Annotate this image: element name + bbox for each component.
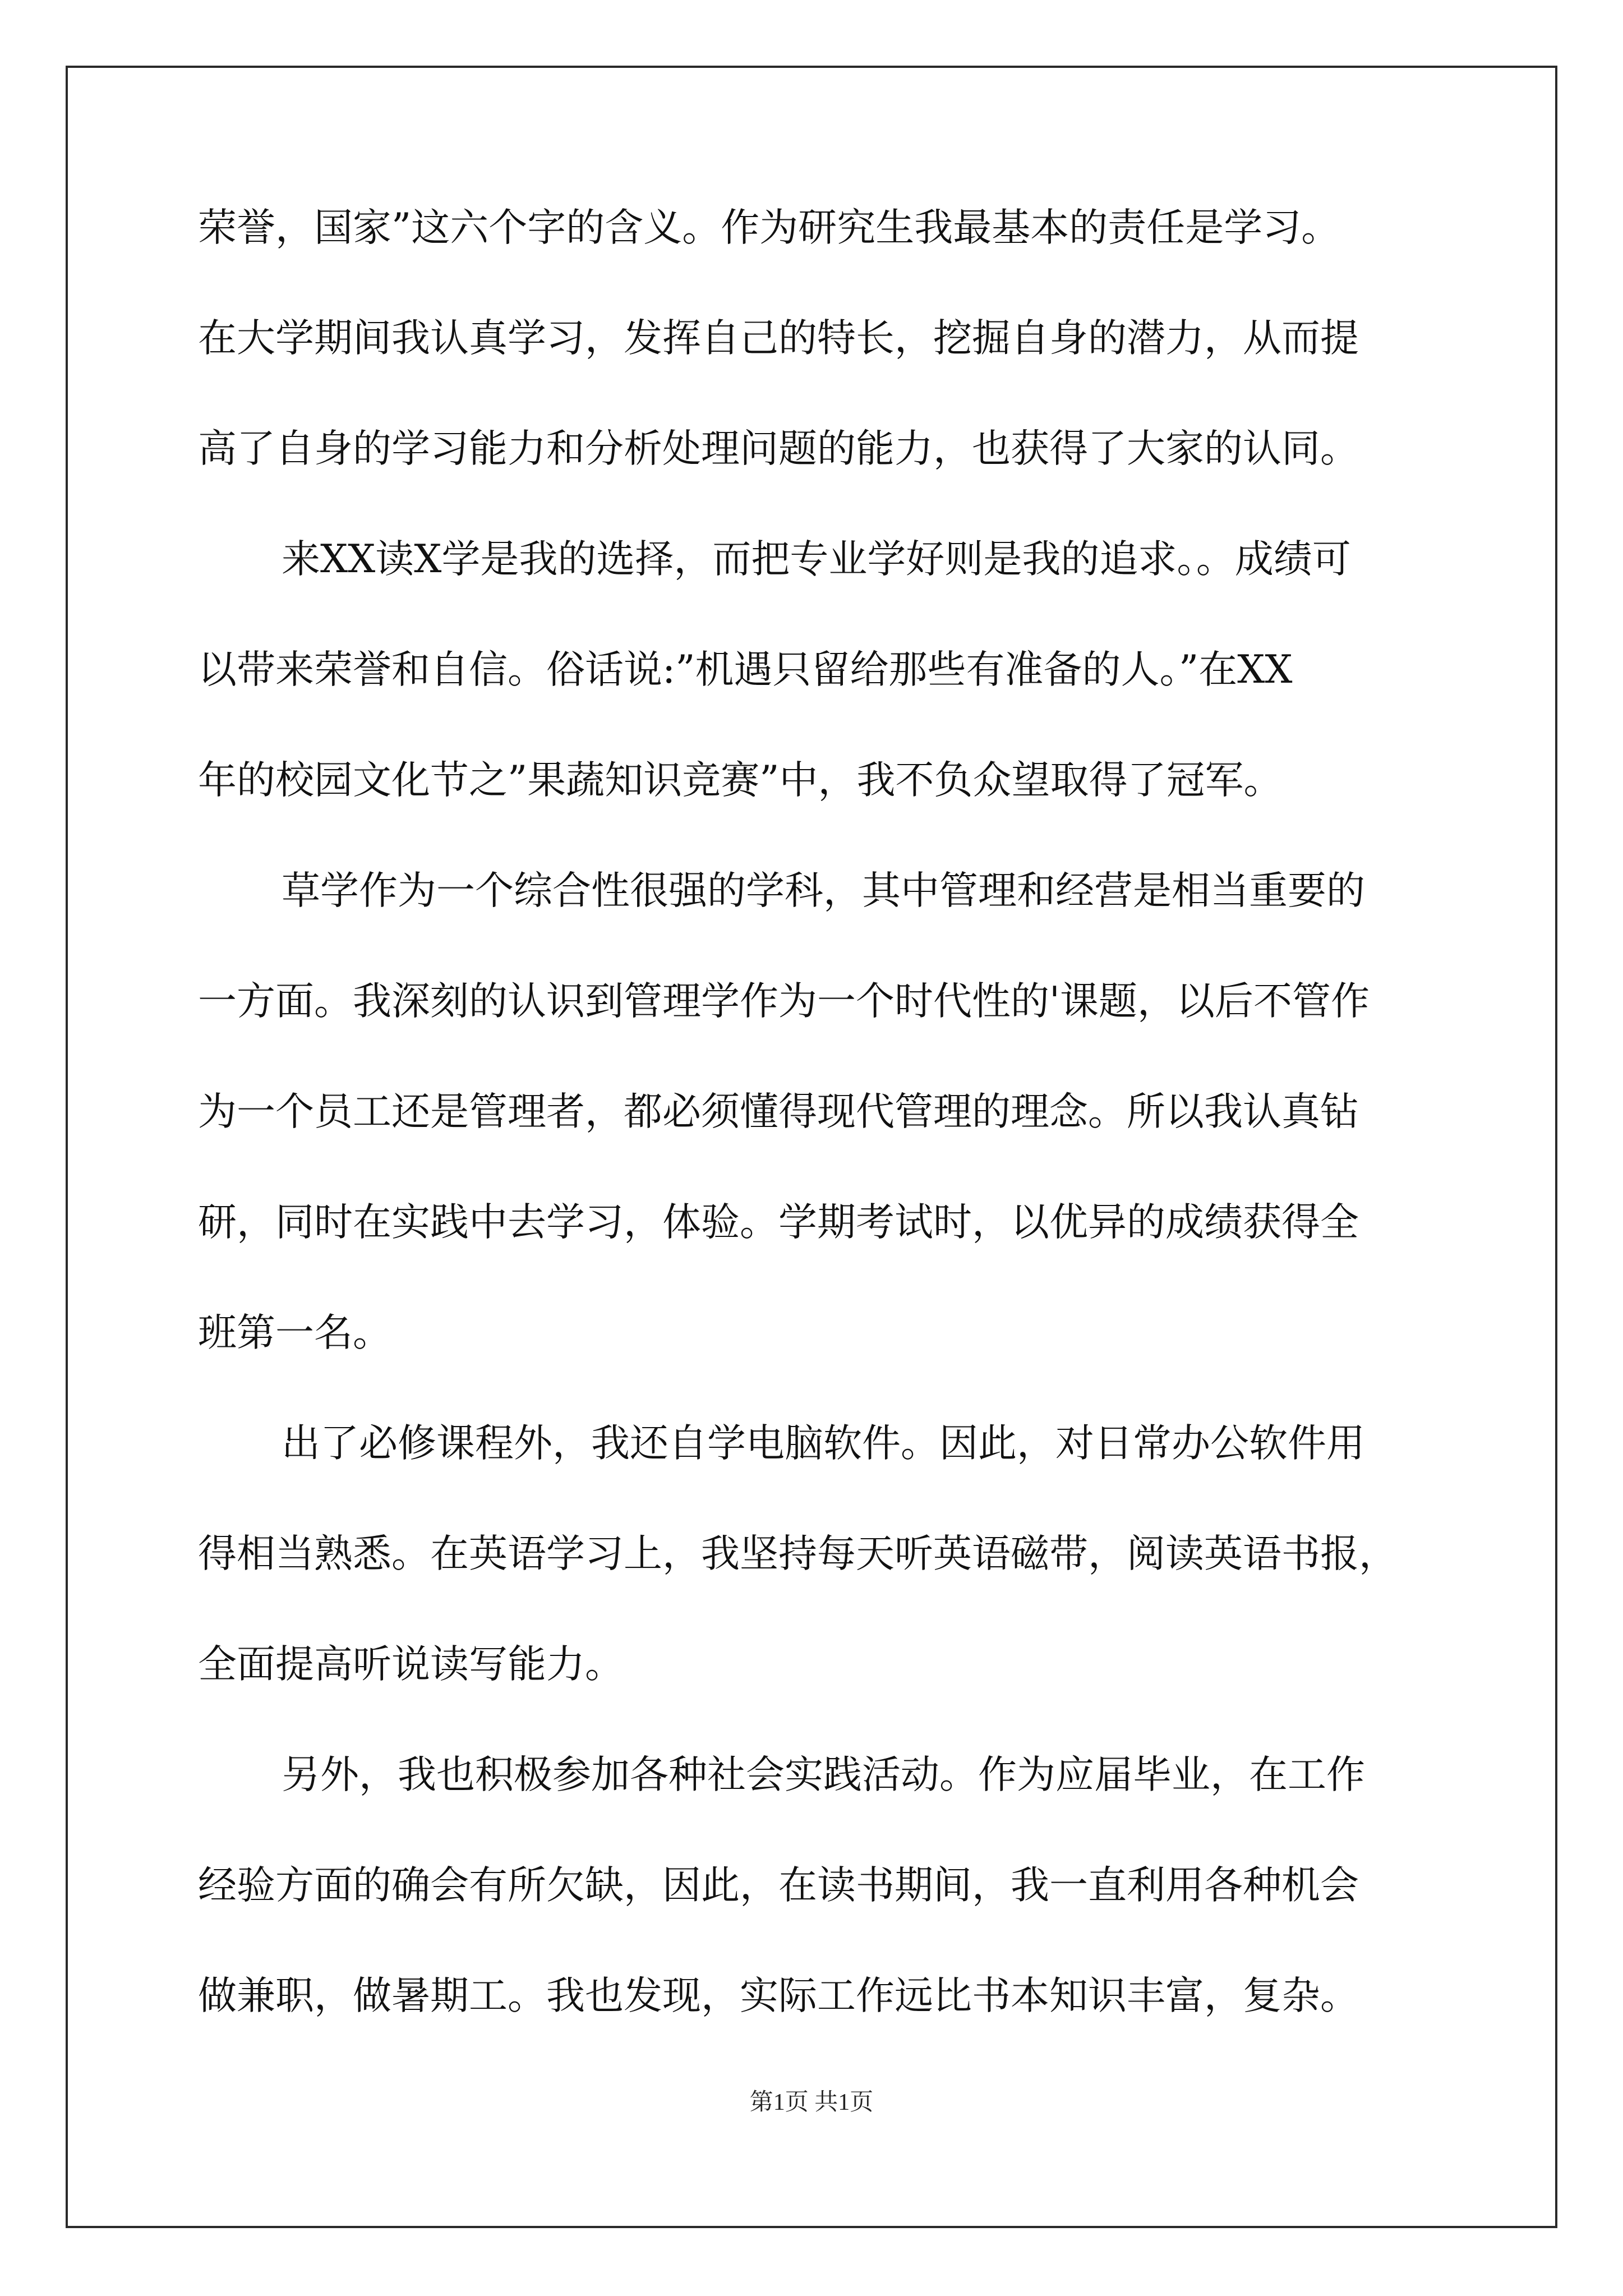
text-line: 荣誉，国家”这六个字的含义。作为研究生我最基本的责任是学习。 (198, 205, 1340, 250)
text-line: 年的校园文化节之”果蔬知识竞赛”中，我不负众望取得了冠军。 (198, 758, 1283, 803)
paragraph-start-line: 出了必修课程外，我还自学电脑软件。因此，对日常办公软件用 (282, 1421, 1365, 1466)
paragraph-start-line: 来XX读X学是我的选择，而把专业学好则是我的追求。。成绩可 (282, 537, 1351, 582)
text-line: 做兼职，做暑期工。我也发现，实际工作远比书本知识丰富，复杂。 (198, 1973, 1359, 2018)
text-line: 班第一名。 (198, 1310, 391, 1355)
text-line: 得相当熟悉。在英语学习上，我坚持每天听英语磁带，阅读英语书报， (198, 1531, 1398, 1576)
text-line: 高了自身的学习能力和分析处理问题的能力，也获得了大家的认同。 (198, 426, 1359, 471)
text-line: 经验方面的确会有所欠缺，因此，在读书期间，我一直利用各种机会 (198, 1863, 1359, 1908)
text-line: 全面提高听说读写能力。 (198, 1642, 624, 1687)
text-line: 研，同时在实践中去学习，体验。学期考试时，以优异的成绩获得全 (198, 1200, 1359, 1245)
text-line: 在大学期间我认真学习，发挥自己的特长，挖掘自身的潜力，从而提 (198, 316, 1359, 361)
paragraph-start-line: 另外，我也积极参加各种社会实践活动。作为应届毕业，在工作 (282, 1752, 1365, 1797)
text-line: 一方面。我深刻的认识到管理学作为一个时代性的'课题，以后不管作 (198, 979, 1370, 1024)
paragraph-start-line: 草学作为一个综合性很强的学科，其中管理和经营是相当重要的 (282, 868, 1365, 913)
text-line: 以带来荣誉和自信。俗话说:”机遇只留给那些有准备的人。”在XX (198, 647, 1293, 692)
page-number-footer: 第1页 共1页 (749, 2090, 874, 2115)
text-line: 为一个员工还是管理者，都必须懂得现代管理的理念。所以我认真钻 (198, 1089, 1359, 1134)
